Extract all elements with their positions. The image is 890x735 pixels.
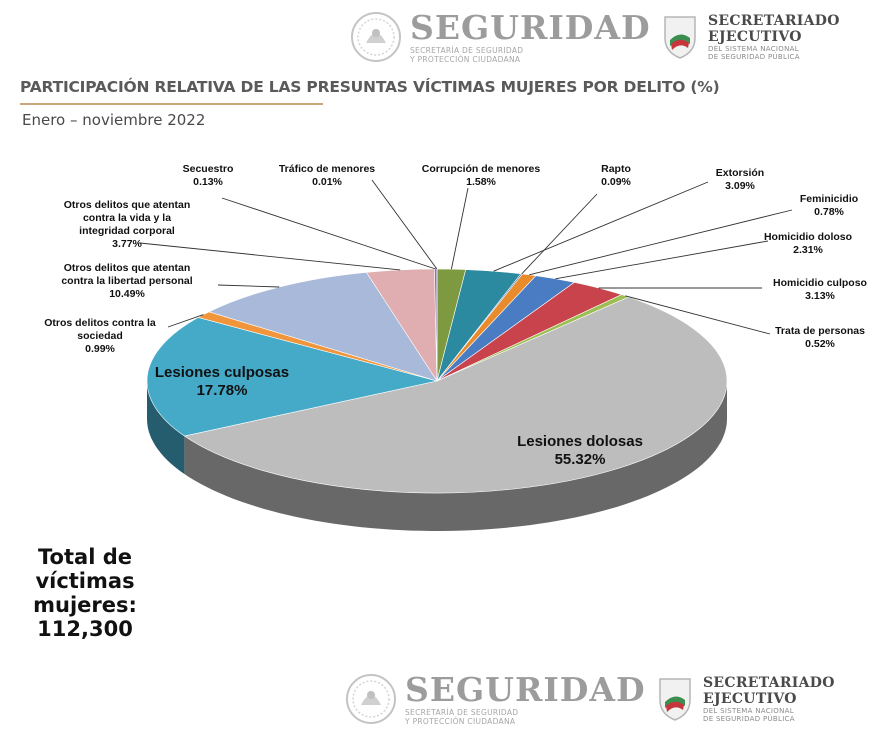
seguridad-subtitle-1: SECRETARÍA DE SEGURIDAD <box>405 708 519 717</box>
value-secuestro: 0.13% <box>193 176 223 188</box>
value-lesiones-culposas: 17.78% <box>196 382 248 399</box>
label-feminicidio-line-1: Feminicidio <box>799 193 859 205</box>
label-lesiones-culposas-line-1: Lesiones culposas <box>154 364 290 381</box>
total-label-1: Total de víctimas <box>35 545 135 593</box>
value-rapto: 0.09% <box>601 176 631 188</box>
seguridad-title: SEGURIDAD <box>410 8 651 47</box>
label-trata-de-personas-line-1: Trata de personas <box>775 325 865 337</box>
seguridad-subtitle-2: Y PROTECCIÓN CIUDADANA <box>410 55 521 64</box>
secretariado-title-1: SECRETARIADO <box>708 13 840 29</box>
shield-icon <box>657 676 693 722</box>
leader-line-rapto <box>522 194 597 274</box>
leader-line-corrupcion-de-menores <box>451 188 468 269</box>
label-otros-delitos-contra-la-sociedad-line-1: Otros delitos contra la <box>44 317 156 329</box>
seguridad-subtitle-2: Y PROTECCIÓN CIUDADANA <box>405 717 516 726</box>
value-homicidio-doloso: 2.31% <box>793 244 823 256</box>
total-label-2: mujeres: <box>33 593 137 617</box>
secretariado-subtitle-2: DE SEGURIDAD PÚBLICA <box>703 715 795 723</box>
mexico-seal-icon <box>345 673 397 725</box>
label-otros-delitos-que-atentan-contra-la-libertad-personal-line-1: Otros delitos que atentan <box>63 262 191 274</box>
value-corrupcion-de-menores: 1.58% <box>466 176 496 188</box>
chart-title: PARTICIPACIÓN RELATIVA DE LAS PRESUNTAS VÍCTIMAS MUJERES POR DELITO (%) <box>20 78 720 96</box>
label-otros-delitos-que-atentan-contra-la-vida-y-la-integridad-corporal-line-2: contra la vida y la <box>82 212 172 224</box>
leader-line-secuestro <box>222 198 436 269</box>
total-victims <box>0 545 170 641</box>
value-trata-de-personas: 0.52% <box>805 338 835 350</box>
label-otros-delitos-que-atentan-contra-la-vida-y-la-integridad-corporal-line-3: integridad corporal <box>79 225 175 237</box>
label-corrupcion-de-menores-line-1: Corrupción de menores <box>421 163 541 175</box>
label-homicidio-culposo-line-1: Homicidio culposo <box>773 277 867 289</box>
label-otros-delitos-que-atentan-contra-la-libertad-personal-line-2: contra la libertad personal <box>61 275 193 287</box>
value-lesiones-dolosas: 55.32% <box>554 451 606 468</box>
leader-line-homicidio-doloso <box>555 241 768 279</box>
secretariado-title-1: SECRETARIADO <box>703 675 835 691</box>
value-otros-delitos-que-atentan-contra-la-libertad-personal: 10.49% <box>109 288 145 300</box>
value-otros-delitos-que-atentan-contra-la-vida-y-la-integridad-corporal: 3.77% <box>112 238 142 250</box>
secretariado-logo <box>703 675 835 723</box>
secretariado-subtitle-1: DEL SISTEMA NACIONAL <box>708 45 799 53</box>
label-otros-delitos-que-atentan-contra-la-vida-y-la-integridad-corporal-line-1: Otros delitos que atentan <box>63 199 191 211</box>
value-feminicidio: 0.78% <box>814 206 844 218</box>
label-otros-delitos-contra-la-sociedad-line-2: sociedad <box>77 330 123 342</box>
leader-line-otros-delitos-que-atentan-contra-la-libertad-personal <box>218 285 279 287</box>
secretariado-subtitle-2: DE SEGURIDAD PÚBLICA <box>708 53 800 61</box>
value-homicidio-culposo: 3.13% <box>805 290 835 302</box>
secretariado-title-2: EJECUTIVO <box>708 29 802 45</box>
seguridad-title: SEGURIDAD <box>405 670 646 709</box>
secretariado-subtitle-1: DEL SISTEMA NACIONAL <box>703 707 794 715</box>
label-rapto-line-1: Rapto <box>601 163 631 175</box>
secretariado-title-2: EJECUTIVO <box>703 691 797 707</box>
label-homicidio-doloso-line-1: Homicidio doloso <box>763 231 853 243</box>
label-extorsion-line-1: Extorsión <box>715 167 765 179</box>
footer-logos <box>345 668 855 730</box>
label-secuestro-line-1: Secuestro <box>182 163 234 175</box>
seguridad-subtitle-1: SECRETARÍA DE SEGURIDAD <box>410 46 524 55</box>
value-extorsion: 3.09% <box>725 180 755 192</box>
chart-subtitle: Enero – noviembre 2022 <box>22 111 206 129</box>
leader-line-trafico-de-menores <box>372 180 437 269</box>
label-lesiones-dolosas-line-1: Lesiones dolosas <box>517 433 643 450</box>
total-value: 112,300 <box>37 617 133 641</box>
seguridad-logo <box>405 672 645 726</box>
label-trafico-de-menores-line-1: Tráfico de menores <box>278 163 376 175</box>
value-trafico-de-menores: 0.01% <box>312 176 342 188</box>
leader-line-feminicidio <box>529 210 792 275</box>
value-otros-delitos-contra-la-sociedad: 0.99% <box>85 343 115 355</box>
